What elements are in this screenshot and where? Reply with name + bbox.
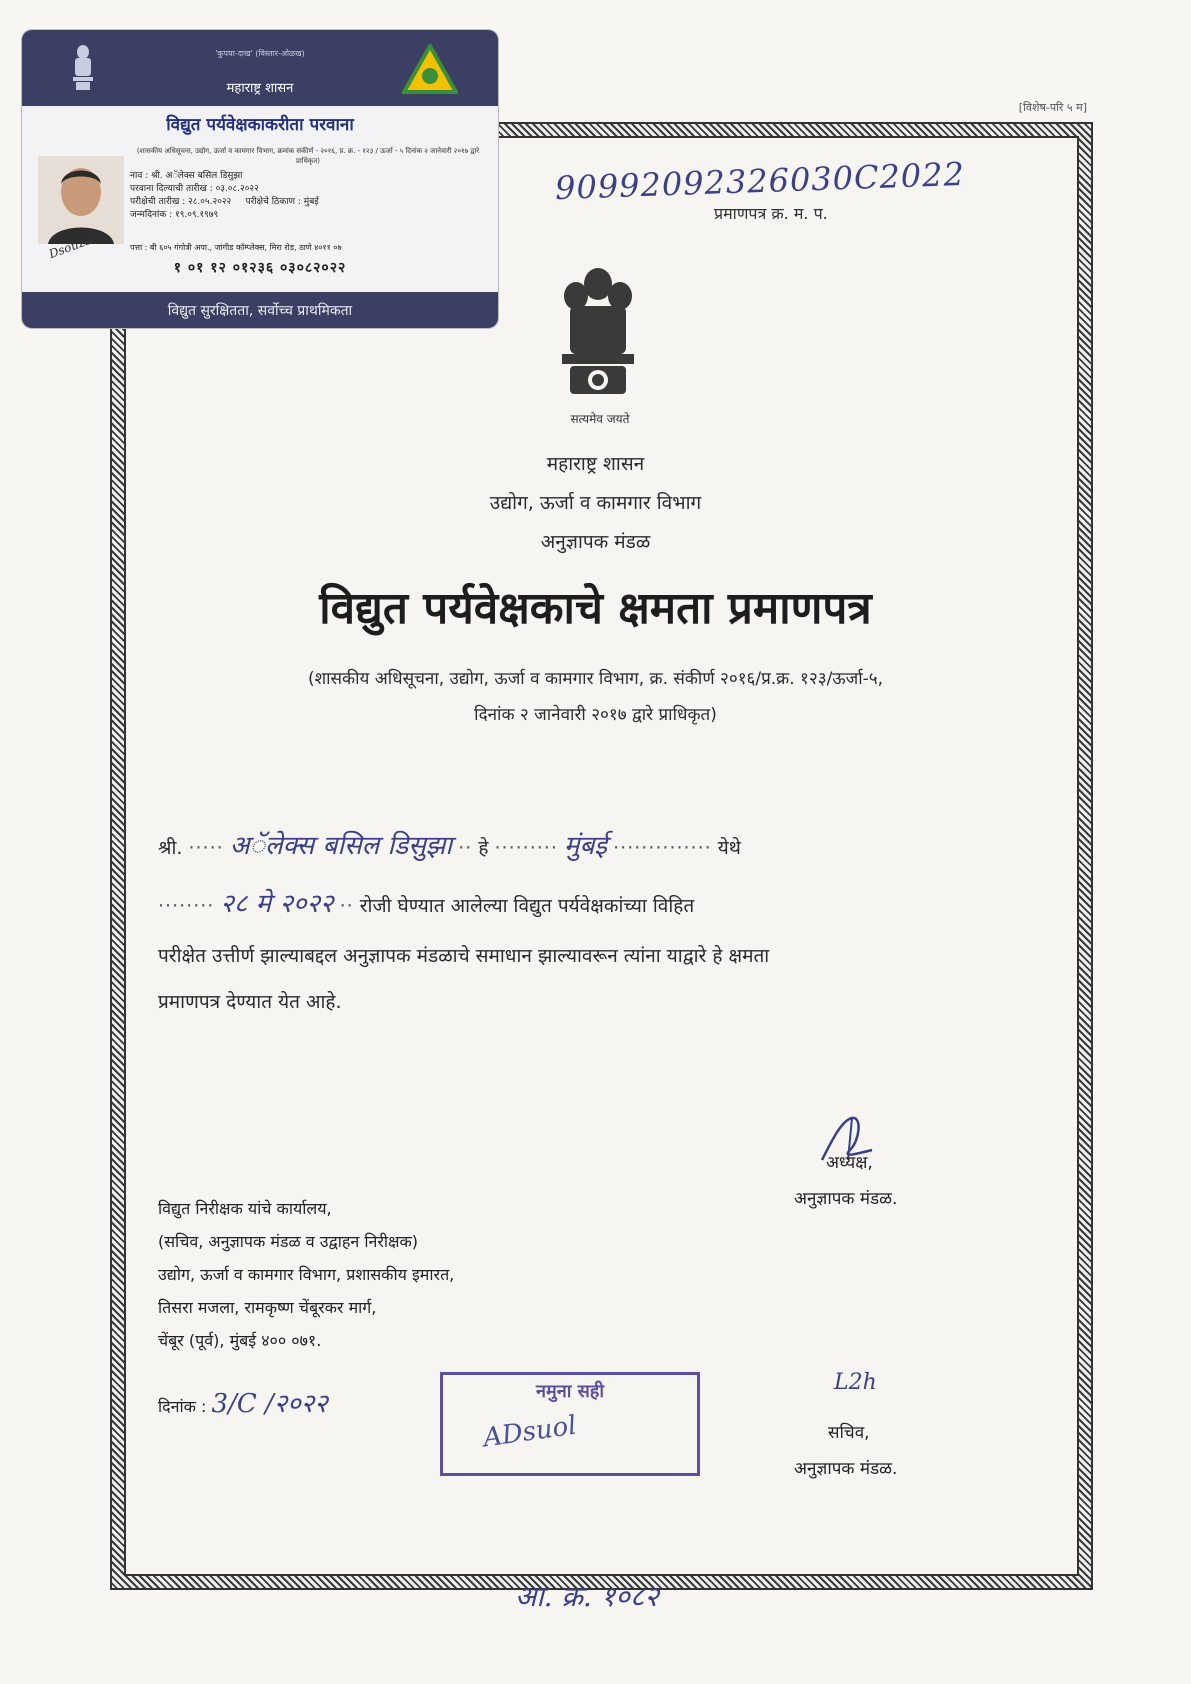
safety-triangle-logo-icon bbox=[402, 44, 458, 94]
id-exam-place: परीक्षेचे ठिकाण : मुंबई bbox=[245, 197, 319, 207]
header-board: अनुज्ञापक मंडळ bbox=[540, 531, 651, 553]
body-line-4: प्रमाणपत्र देण्यात येत आहे. bbox=[158, 991, 342, 1013]
office-address bbox=[158, 1192, 454, 1357]
holder-photo bbox=[38, 156, 124, 244]
id-card-footer bbox=[22, 292, 498, 328]
certificate-number-label: प्रमाणपत्र क्र. म. प. bbox=[714, 204, 828, 223]
name-prefix: श्री. bbox=[158, 837, 183, 859]
date-handwritten: 3/C /२०२२ bbox=[211, 1389, 328, 1419]
national-emblem-icon bbox=[548, 262, 648, 412]
address-line-3: उद्योग, ऊर्जा व कामगार विभाग, प्रशासकीय इमारत, bbox=[158, 1265, 455, 1284]
header-department: उद्योग, ऊर्जा व कामगार विभाग bbox=[489, 492, 702, 514]
certificate-subtitle-line2: दिनांक २ जानेवारी २०१७ द्वारे प्राधिकृत) bbox=[474, 705, 717, 725]
address-line-1: विद्युत निरीक्षक यांचे कार्यालय, bbox=[158, 1199, 332, 1218]
address-line-4: तिसरा मजला, रामकृष्ण चेंबूरकर मार्ग, bbox=[158, 1298, 377, 1317]
yethe-text: येथे bbox=[717, 837, 741, 859]
id-holder-address: पत्ता : बी ६०५ गंगोत्री अपा., जांगीड कॉम्प्लेक्स, मिरा रोड, ठाणे ४०११ ०७ bbox=[130, 243, 342, 252]
id-dob: जन्मदिनांक : १९.०९.१९७९ bbox=[130, 210, 219, 220]
id-card-header bbox=[22, 30, 498, 106]
corner-note: [विशेष-परि ५ म] bbox=[1018, 101, 1087, 114]
inward-number-handwritten: आ. क्र. १०८२ bbox=[515, 1580, 659, 1613]
id-holder-signature: Dsouza bbox=[46, 232, 94, 262]
id-card-small-note: (शासकीय अधिसूचना, उद्योग, ऊर्जा व कामगार विभाग, क्रमांक संकीर्ण - २०१६, प्र. क्र. - १२३ / ऊर्जा - ५ दिनांक २ जानेवारी २०१७ द्वारे प्राधिकृत) bbox=[136, 147, 480, 165]
id-holder-name: नाव : श्री. अॅलेक्स बसिल डिसुझा bbox=[130, 171, 243, 181]
id-card-small-top: 'कुपया-दाख' (विस्तार-ओळख) bbox=[215, 49, 305, 58]
certificate-title: विद्युत पर्यवेक्षकाचे क्षमता प्रमाणपत्र bbox=[319, 583, 872, 634]
person-photo-icon bbox=[38, 156, 124, 244]
chairman-board: अनुज्ञापक मंडळ. bbox=[794, 1189, 898, 1209]
sample-signature-stamp bbox=[440, 1372, 700, 1476]
chairman-title: अध्यक्ष, bbox=[826, 1153, 873, 1173]
candidate-name-handwritten: अॅलेक्स बसिल डिसुझा bbox=[229, 831, 453, 861]
stamp-label: नमुना सही bbox=[535, 1381, 605, 1402]
exam-date-handwritten: २८ मे २०२२ bbox=[220, 889, 334, 919]
id-exam-date: परीक्षेची तारीख : २८.०५.२०२२ bbox=[130, 197, 232, 207]
he-text: हे bbox=[478, 837, 489, 859]
id-card-title: विद्युत पर्यवेक्षकाकरीता परवाना bbox=[166, 115, 354, 135]
supervisor-license-card bbox=[22, 30, 498, 328]
secretary-title: सचिव, bbox=[828, 1423, 870, 1443]
body-line-3: परीक्षेत उत्तीर्ण झाल्याबद्दल अनुज्ञापक मंडळाचे समाधान झाल्यावरून त्यांना याद्वारे हे क्षमता bbox=[158, 945, 770, 967]
id-issue-date: परवाना दिल्याची तारीख : ०३.०८.२०२२ bbox=[130, 184, 259, 194]
address-line-2: (सचिव, अनुज्ञापक मंडळ व उद्वाहन निरीक्षक) bbox=[158, 1232, 419, 1251]
exam-place-handwritten: मुंबई bbox=[563, 831, 608, 861]
id-card-details bbox=[130, 170, 319, 222]
secretary-board: अनुज्ञापक मंडळ. bbox=[794, 1459, 898, 1479]
id-card-government: महाराष्ट्र शासन bbox=[226, 81, 294, 96]
issue-date bbox=[158, 1384, 328, 1420]
date-label: दिनांक : bbox=[158, 1397, 207, 1416]
body-line-2-text: रोजी घेण्यात आलेल्या विद्युत पर्यवेक्षकांच्या विहित bbox=[359, 895, 695, 917]
body-line-2: ········ २८ मे २०२२ ·· रोजी घेण्यात आलेल्या विद्युत पर्यवेक्षकांच्या विहित bbox=[158, 889, 695, 919]
emblem-motto: सत्यमेव जयते bbox=[570, 412, 630, 426]
address-line-5: चेंबूर (पूर्व), मुंबई ४०० ०७१. bbox=[158, 1331, 322, 1350]
id-card-footer-text: विद्युत सुरक्षितता, सर्वोच्च प्राथमिकता bbox=[167, 303, 353, 319]
certificate-number-handwritten: 90992092326030C2022 bbox=[554, 154, 966, 208]
id-license-number: १ ०१ १२ ०१२३६ ०३०८२०२२ bbox=[173, 260, 347, 276]
secretary-signature: L2h bbox=[834, 1370, 877, 1395]
id-exam-row bbox=[130, 196, 319, 209]
body-line-1: श्री. ····· अॅलेक्स बसिल डिसुझा ·· हे ········· मुंबई ·············· येथे bbox=[158, 831, 741, 861]
stamp-signature: ADsuol bbox=[481, 1410, 579, 1454]
certificate-subtitle-line1: (शासकीय अधिसूचना, उद्योग, ऊर्जा व कामगार विभाग, क्र. संकीर्ण २०१६/प्र.क्र. १२३/ऊर्जा-५, bbox=[307, 669, 884, 689]
header-government: महाराष्ट्र शासन bbox=[546, 453, 645, 475]
